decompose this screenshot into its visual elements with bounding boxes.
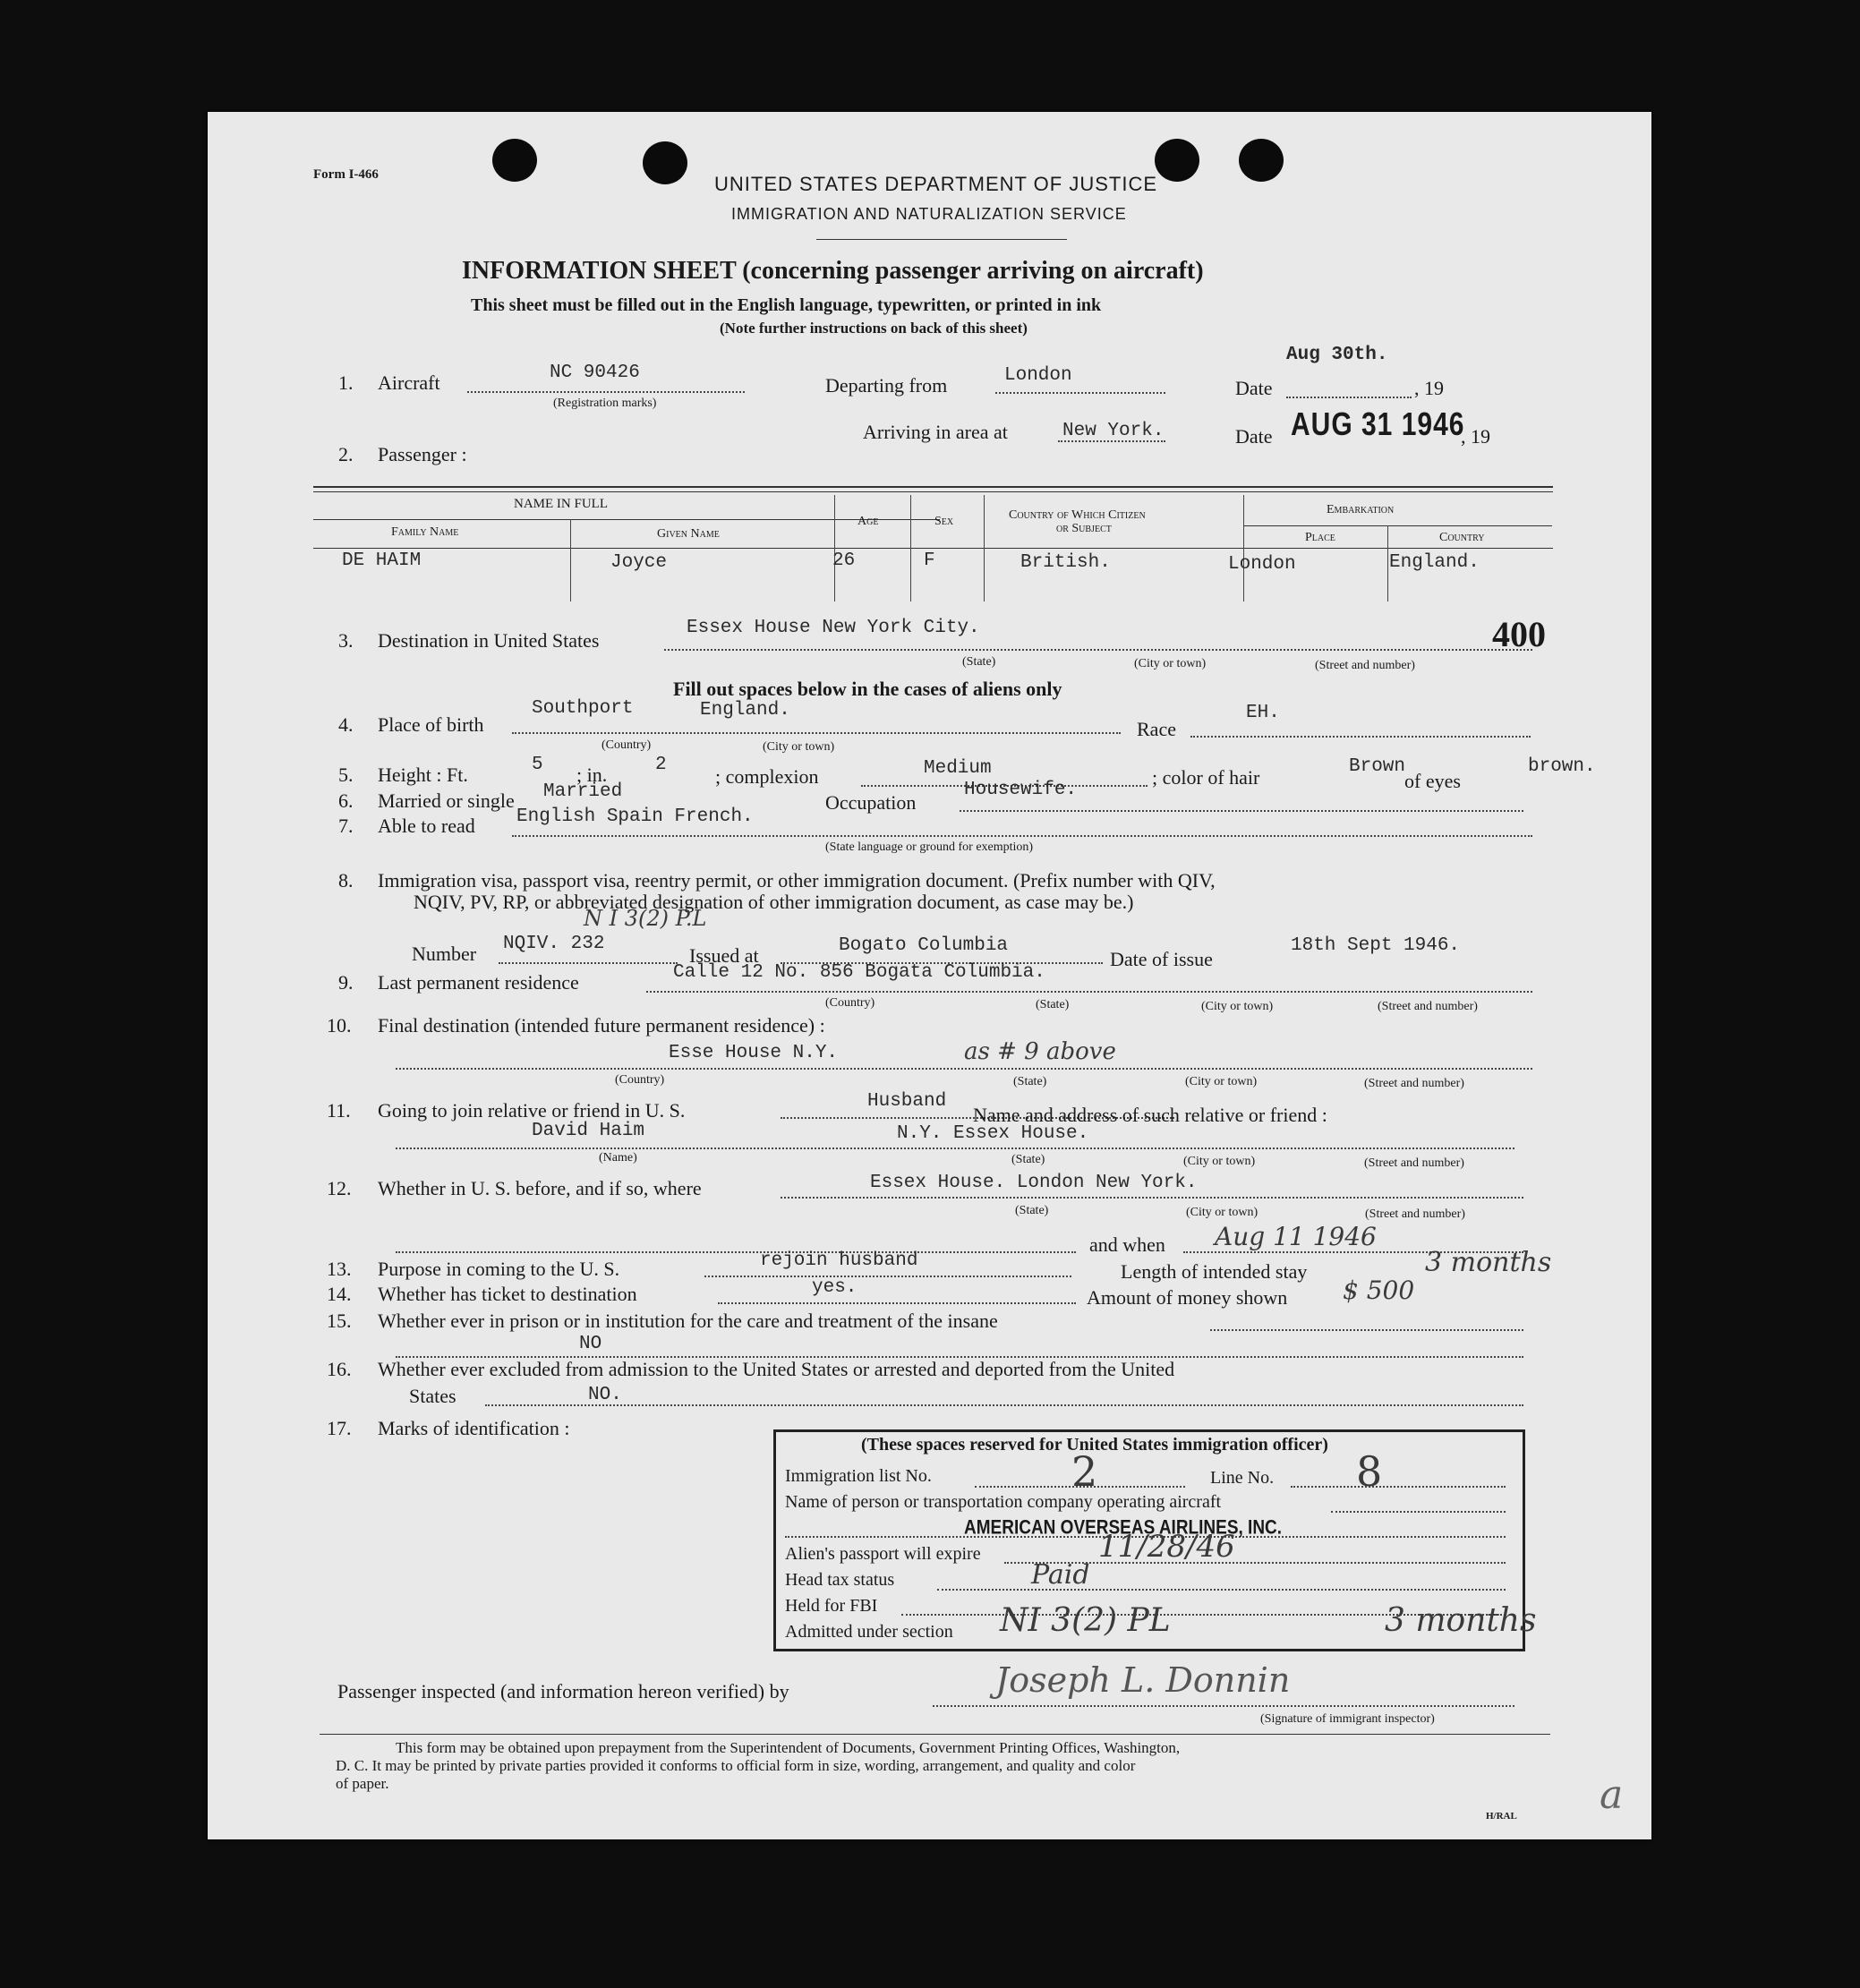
aircraft-value: NC 90426 [550,363,640,383]
hair-color-value: Brown [1349,756,1406,777]
final-destination-handwritten: as # 9 above [964,1038,1116,1065]
caption: (Name) [599,1151,637,1165]
company-label: Name of person or transportation company operating aircraft [785,1492,1222,1512]
excluded-line [485,1404,1523,1406]
caption: (Registration marks) [553,397,657,410]
caption: (Street and number) [1364,1077,1464,1090]
hair-color-label: ; color of hair [1152,766,1260,789]
table-header: Place [1305,531,1335,544]
department-heading: UNITED STATES DEPARTMENT OF JUSTICE [714,173,1158,195]
caption: (City or town) [1186,1206,1258,1219]
number-label: Number [412,943,477,965]
caption: (City or town) [1183,1155,1256,1168]
race-value: EH. [1246,703,1280,723]
excluded-label: States [409,1385,456,1407]
printer-code: H/RAL [1486,1811,1517,1822]
and-when-label: and when [1089,1233,1165,1256]
punch-hole [492,139,537,182]
issued-at-label: Issued at [689,944,759,967]
immigration-document-label: NQIV, PV, RP, or abbreviated designation of other immigration document, as case may be.) [414,891,1134,913]
punch-hole [1155,139,1199,182]
previous-visit-date-handwritten: Aug 11 1946 [1215,1222,1377,1251]
item-number: 10. [327,1014,352,1037]
ticket-value: yes. [812,1277,857,1298]
year-label: , 19 [1461,425,1490,448]
caption: (City or town) [763,740,835,754]
age-value: 26 [832,550,856,571]
caption: (Signature of immigrant inspector) [1260,1712,1435,1726]
arriving-label: Arriving in area at [863,421,1008,443]
purpose-value: rejoin husband [760,1250,918,1271]
item-number: 1. [338,371,354,394]
occupation-line [960,810,1523,812]
money-label: Amount of money shown [1087,1286,1288,1309]
immigration-document-label: Immigration visa, passport visa, reentry permit, or other immigration document. (Prefix number with QIV, [378,869,1216,892]
service-heading: IMMIGRATION AND NATURALIZATION SERVICE [731,205,1127,223]
race-line [1190,736,1531,738]
caption: (Street and number) [1378,1000,1478,1013]
item-number: 12. [327,1177,352,1199]
item-number: 13. [327,1258,352,1280]
occupation-value: Housewife. [964,780,1078,800]
margin-mark: a [1600,1772,1624,1818]
caption: (City or town) [1134,657,1207,670]
destination-value: Essex House New York City. [687,618,980,638]
name-address-label: Name and address of such relative or friend : [973,1104,1327,1126]
item-number: 4. [338,713,354,736]
birth-city-value: Southport [532,698,634,719]
arrival-date-stamp: AUG 31 1946 [1291,406,1465,443]
table-divider [570,519,571,602]
footer-text: D. C. It may be printed by private parties provided it conforms to official form in size, wording, arrangement, and quality and color [336,1757,1136,1774]
form-sheet [208,112,1651,1839]
sex-value: F [924,550,935,571]
birth-line [512,732,1121,734]
destination-street-number: 400 [1492,614,1546,654]
excluded-value: NO. [588,1385,622,1405]
caption: (City or town) [1185,1075,1258,1088]
citizenship-value: British. [1020,552,1111,573]
caption: (State) [1011,1153,1045,1166]
date-label: Date [1235,425,1273,448]
given-name-value: Joyce [610,552,668,573]
departing-line [995,392,1165,394]
previous-us-label: Whether in U. S. before, and if so, where [378,1177,702,1199]
caption: (Street and number) [1365,1207,1465,1221]
height-inches-value: 2 [655,755,667,775]
date-of-issue-value: 18th Sept 1946. [1291,935,1461,956]
length-of-stay-label: Length of intended stay [1121,1260,1308,1283]
caption: (Country) [602,738,652,752]
form-instruction: This sheet must be filled out in the English language, typewritten, or printed in ink [471,295,1102,315]
occupation-label: Occupation [825,791,917,814]
aircraft-line [467,391,745,393]
item-number: 17. [327,1417,352,1439]
final-destination-value: Esse House N.Y. [669,1043,839,1063]
aliens-only-heading: Fill out spaces below in the cases of aliens only [673,678,1062,700]
relative-line [396,1148,1514,1149]
footer-text: This form may be obtained upon prepayment from the Superintendent of Documents, Government Printing Offices, Washington, [396,1739,1181,1756]
purpose-line [704,1276,1071,1277]
passport-expire-handwritten: 11/28/46 [1098,1529,1235,1565]
departure-date-value: Aug 30th. [1286,345,1388,365]
going-to-join-label: Going to join relative or friend in U. S. [378,1099,686,1122]
arriving-value: New York. [1062,421,1165,441]
company-line [1331,1511,1506,1513]
table-header: Country [1439,531,1485,544]
admitted-section-handwritten: NI 3(2) PL [1000,1602,1171,1639]
passport-expire-label: Alien's passport will expire [785,1544,981,1564]
line-number-value: 8 [1356,1447,1383,1496]
relative-name-value: David Haim [532,1121,645,1141]
table-header: Embarkation [1327,503,1395,516]
item-number: 11. [327,1099,351,1122]
marital-status-label: Married or single [378,789,515,812]
table-header: Country of Which Citizen [1009,508,1146,522]
place-of-birth-label: Place of birth [378,713,484,736]
issued-at-value: Bogato Columbia [839,935,1009,956]
prison-value: NO [579,1334,602,1354]
languages-value: English Spain French. [516,806,754,827]
caption: (State) [1013,1075,1047,1088]
company-stamp: AMERICAN OVERSEAS AIRLINES, INC. [964,1517,1283,1540]
read-line [512,835,1532,837]
relative-relationship-value: Husband [867,1091,947,1112]
table-divider [910,495,911,602]
prison-label: Whether ever in prison or in institution for the care and treatment of the insane [378,1310,998,1332]
passenger-label: Passenger : [378,443,467,465]
item-number: 3. [338,629,354,652]
table-header: NAME IN FULL [514,497,608,511]
admitted-label: Admitted under section [785,1622,953,1642]
table-rule [313,491,1553,492]
ticket-label: Whether has ticket to destination [378,1283,637,1305]
complexion-value: Medium [924,758,992,779]
destination-label: Destination in United States [378,629,600,652]
number-line [499,962,678,964]
form-note: (Note further instructions on back of this sheet) [720,320,1028,337]
footer-rule [320,1734,1550,1735]
head-tax-line [937,1589,1506,1591]
item-number: 6. [338,789,354,812]
signature-line [933,1705,1514,1707]
held-fbi-label: Held for FBI [785,1596,878,1616]
money-handwritten: $ 500 [1343,1276,1415,1305]
inches-label: ; in. [576,764,608,786]
item-number: 9. [338,971,354,994]
caption: (State) [1036,998,1070,1011]
table-divider [984,495,985,602]
item-number: 16. [327,1358,352,1380]
table-divider [834,495,835,602]
caption: (State) [962,655,996,669]
table-rule [1243,525,1552,526]
residence-line [646,991,1532,993]
table-header: Age [857,515,879,528]
race-label: Race [1137,718,1176,740]
head-tax-handwritten: Paid [1031,1559,1090,1591]
departing-label: Departing from [825,374,948,397]
item-number: 5. [338,764,354,786]
last-residence-value: Calle 12 No. 856 Bogata Columbia. [673,962,1045,983]
excluded-label: Whether ever excluded from admission to the United States or arrested and deported from the United [378,1358,1175,1380]
previous-us-value: Essex House. London New York. [870,1173,1198,1193]
table-header: Sex [934,515,954,528]
footer-text: of paper. [336,1775,389,1792]
form-number: Form I-466 [313,167,379,182]
inspector-signature: Joseph L. Donnin [995,1660,1291,1700]
caption: (Street and number) [1364,1156,1464,1170]
table-rule [313,486,1553,488]
relative-address-value: N.Y. Essex House. [897,1123,1089,1144]
year-label: , 19 [1414,377,1444,399]
table-rule [313,519,940,520]
item-number: 7. [338,815,354,837]
able-to-read-label: Able to read [378,815,475,837]
caption: (Country) [825,996,875,1010]
marital-status-value: Married [543,781,623,802]
table-divider [1387,525,1388,602]
embarkation-place-value: London [1228,554,1296,575]
caption: (Country) [615,1073,665,1087]
immigration-list-label: Immigration list No. [785,1466,932,1486]
previous-us-line [396,1251,1076,1253]
inspected-by-label: Passenger inspected (and information hereon verified) by [337,1680,789,1702]
final-destination-line [396,1068,1532,1070]
line-number-label: Line No. [1210,1468,1275,1488]
birth-country-value: England. [700,700,790,721]
item-number: 15. [327,1310,352,1332]
caption: (State language or ground for exemption) [825,840,1034,854]
form-title: INFORMATION SHEET (concerning passenger arriving on aircraft) [462,257,1204,285]
departing-value: London [1004,365,1072,386]
date-line [1286,397,1412,398]
document-number-value: NQIV. 232 [503,934,605,954]
table-header: Family Name [391,525,459,539]
aircraft-label: Aircraft [378,371,440,394]
eye-color-value: brown. [1528,756,1596,777]
destination-line [664,649,1532,651]
family-name-value: DE HAIM [342,550,422,571]
complexion-label: ; complexion [715,765,819,788]
item-number: 2. [338,443,354,465]
visa-handwritten: N I 3(2) P.L [584,906,707,931]
table-divider [1243,495,1244,602]
prison-line [1210,1329,1523,1331]
item-number: 14. [327,1283,352,1305]
punch-hole [1239,139,1284,182]
final-destination-label: Final destination (intended future permanent residence) : [378,1014,825,1037]
last-residence-label: Last permanent residence [378,971,579,994]
caption: (Street and number) [1315,659,1415,672]
table-rule [313,548,1553,549]
marks-label: Marks of identification : [378,1417,570,1439]
immigration-list-value: 2 [1071,1447,1098,1496]
table-header: or Subject [1056,522,1112,535]
admitted-months-handwritten: 3 months [1385,1602,1537,1639]
table-header: Given Name [657,527,720,541]
previous-us-line [781,1197,1523,1199]
caption: (City or town) [1201,1000,1274,1013]
caption: (State) [1015,1204,1049,1217]
line-number-line [1291,1486,1506,1488]
embarkation-country-value: England. [1389,552,1480,573]
reserved-heading: (These spaces reserved for United States immigration officer) [861,1435,1328,1455]
height-label: Height : Ft. [378,764,468,786]
purpose-label: Purpose in coming to the U. S. [378,1258,620,1280]
date-of-issue-label: Date of issue [1110,948,1213,970]
punch-hole [643,141,687,184]
ticket-line [718,1302,1076,1304]
height-feet-value: 5 [532,755,543,775]
length-of-stay-handwritten: 3 months [1425,1247,1552,1278]
eye-color-label: of eyes [1404,770,1461,792]
divider [816,239,1067,240]
date-label: Date [1235,377,1273,399]
item-number: 8. [338,869,354,892]
head-tax-label: Head tax status [785,1570,895,1590]
